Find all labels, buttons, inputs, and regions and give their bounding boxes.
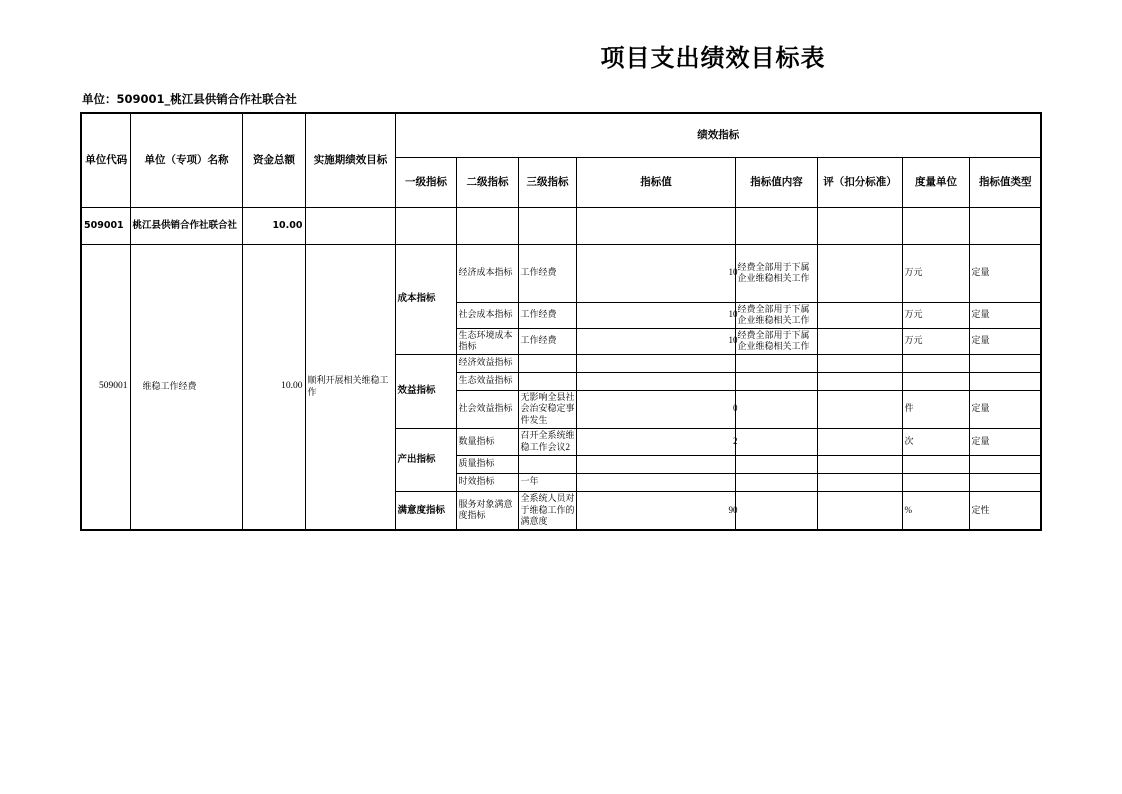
header-row <box>81 113 1041 157</box>
indicator-value-text: 0 <box>733 403 738 414</box>
level2-cell: 数量指标 <box>456 428 518 455</box>
level1-cell: 满意度指标 <box>395 491 456 530</box>
level2-cell: 质量指标 <box>456 455 518 473</box>
level1-cell: 成本指标 <box>395 244 456 354</box>
project-amount-cell: 10.00 <box>242 244 305 530</box>
scoring-criteria-cell <box>817 428 902 455</box>
indicator-value-text: 2 <box>733 435 738 446</box>
measure-unit-cell <box>902 372 969 390</box>
level2-cell: 经济效益指标 <box>456 354 518 372</box>
header-indicator-value: 指标值 <box>576 157 735 207</box>
scoring-criteria-cell <box>817 372 902 390</box>
table-body <box>81 207 1041 530</box>
indicator-value-cell <box>576 328 738 354</box>
header-level1: 一级指标 <box>395 157 456 207</box>
indicator-value-cell <box>576 428 738 455</box>
level2-cell: 经济成本指标 <box>456 244 518 302</box>
scoring-criteria-cell <box>817 455 902 473</box>
value-type-cell <box>969 354 1041 372</box>
scoring-criteria-cell <box>817 473 902 491</box>
header-level3: 三级指标 <box>518 157 576 207</box>
measure-unit-cell: 次 <box>902 428 969 455</box>
header-scoring-criteria: 评（扣分标准） <box>817 157 902 207</box>
empty-cell <box>395 207 456 244</box>
performance-target-table <box>80 112 1042 531</box>
value-content-cell <box>735 354 817 372</box>
value-type-cell: 定性 <box>969 491 1041 530</box>
indicator-value-cell <box>576 302 738 328</box>
value-content-cell: 经费全部用于下属企业维稳相关工作 <box>735 328 817 354</box>
value-type-cell <box>969 473 1041 491</box>
header-value-type: 指标值类型 <box>969 157 1041 207</box>
indicator-value-cell <box>576 372 735 390</box>
level3-cell: 召开全系统维稳工作会议2 <box>518 428 576 455</box>
value-content-cell <box>735 390 817 428</box>
scoring-criteria-cell <box>817 354 902 372</box>
level2-cell: 生态效益指标 <box>456 372 518 390</box>
unit-summary-row <box>81 207 1041 244</box>
scoring-criteria-cell <box>817 328 902 354</box>
value-type-cell: 定量 <box>969 428 1041 455</box>
empty-cell <box>305 207 395 244</box>
level3-cell: 工作经费 <box>518 244 576 302</box>
indicator-row <box>81 244 1041 302</box>
level2-cell: 生态环境成本指标 <box>456 328 518 354</box>
measure-unit-cell: 件 <box>902 390 969 428</box>
project-goal-cell: 顺利开展相关维稳工作 <box>305 244 395 530</box>
empty-cell <box>576 207 735 244</box>
header-fund-total: 资金总额 <box>242 113 305 207</box>
value-type-cell: 定量 <box>969 328 1041 354</box>
value-type-cell: 定量 <box>969 302 1041 328</box>
empty-cell <box>518 207 576 244</box>
header-performance-indicators: 绩效指标 <box>395 113 1041 157</box>
value-type-cell <box>969 372 1041 390</box>
level2-cell: 服务对象满意度指标 <box>456 491 518 530</box>
page-title: 项目支出绩效目标表 <box>600 44 826 72</box>
indicator-value-cell <box>576 473 735 491</box>
level2-cell: 社会成本指标 <box>456 302 518 328</box>
unit-amount-cell: 10.00 <box>242 207 305 244</box>
level3-cell: 工作经费 <box>518 328 576 354</box>
level1-cell: 效益指标 <box>395 354 456 428</box>
indicator-value-cell <box>576 390 738 428</box>
level3-cell: 一年 <box>518 473 576 491</box>
scoring-criteria-cell <box>817 390 902 428</box>
header-value-content: 指标值内容 <box>735 157 817 207</box>
empty-cell <box>902 207 969 244</box>
indicator-value-cell <box>576 455 735 473</box>
header-unit-name: 单位（专项）名称 <box>130 113 242 207</box>
level3-cell <box>518 354 576 372</box>
measure-unit-cell: 万元 <box>902 328 969 354</box>
value-content-cell <box>735 455 817 473</box>
indicator-value-cell <box>576 244 738 302</box>
header-measure-unit: 度量单位 <box>902 157 969 207</box>
measure-unit-cell <box>902 473 969 491</box>
measure-unit-cell <box>902 455 969 473</box>
measure-unit-cell: 万元 <box>902 244 969 302</box>
level3-cell: 工作经费 <box>518 302 576 328</box>
project-name-cell: 维稳工作经费 <box>130 244 242 530</box>
level3-cell <box>518 372 576 390</box>
value-content-cell: 经费全部用于下属企业维稳相关工作 <box>735 244 817 302</box>
value-content-cell <box>735 372 817 390</box>
level3-cell <box>518 455 576 473</box>
value-type-cell: 定量 <box>969 244 1041 302</box>
level1-cell: 产出指标 <box>395 428 456 491</box>
header-level2: 二级指标 <box>456 157 518 207</box>
empty-cell <box>456 207 518 244</box>
indicator-value-text: 10 <box>728 267 738 278</box>
empty-cell <box>735 207 817 244</box>
measure-unit-cell: 万元 <box>902 302 969 328</box>
level3-cell: 全系统人员对于维稳工作的满意度 <box>518 491 576 530</box>
value-content-cell <box>735 473 817 491</box>
project-code-cell: 509001 <box>81 244 130 530</box>
scoring-criteria-cell <box>817 244 902 302</box>
empty-cell <box>817 207 902 244</box>
unit-label: 单位：509001_桃江县供销合作社联合社 <box>82 92 297 106</box>
empty-cell <box>969 207 1041 244</box>
value-content-cell: 经费全部用于下属企业维稳相关工作 <box>735 302 817 328</box>
unit-name-cell: 桃江县供销合作社联合社 <box>130 207 242 244</box>
indicator-value-text: 90 <box>728 504 738 515</box>
header-unit-code: 单位代码 <box>81 113 130 207</box>
table-header <box>81 113 1041 207</box>
measure-unit-cell: % <box>902 491 969 530</box>
measure-unit-cell <box>902 354 969 372</box>
header-period-goal: 实施期绩效目标 <box>305 113 395 207</box>
scoring-criteria-cell <box>817 302 902 328</box>
level3-cell: 无影响全县社会治安稳定事件发生 <box>518 390 576 428</box>
indicator-value-text: 10 <box>728 309 738 320</box>
level2-cell: 社会效益指标 <box>456 390 518 428</box>
value-type-cell <box>969 455 1041 473</box>
indicator-value-text: 10 <box>728 335 738 346</box>
value-content-cell <box>735 491 817 530</box>
unit-code-cell: 509001 <box>81 207 130 244</box>
level2-cell: 时效指标 <box>456 473 518 491</box>
scoring-criteria-cell <box>817 491 902 530</box>
value-type-cell: 定量 <box>969 390 1041 428</box>
indicator-value-cell <box>576 491 738 530</box>
indicator-value-cell <box>576 354 735 372</box>
value-content-cell <box>735 428 817 455</box>
